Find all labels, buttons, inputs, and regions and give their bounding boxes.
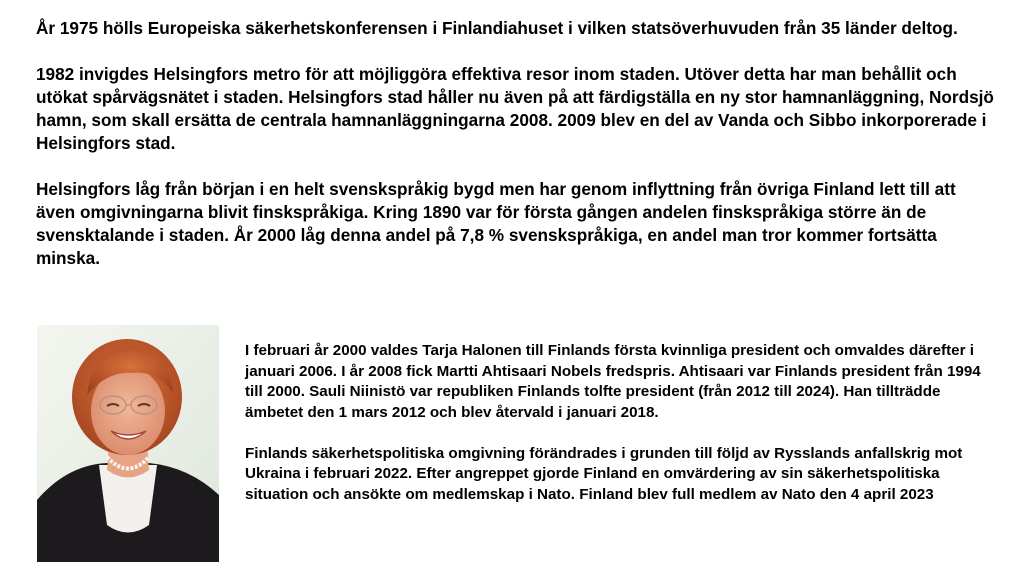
main-text-block	[36, 17, 996, 293]
paragraph-language: Helsingfors låg från början i en helt svenskspråkig bygd men har genom inflyttning från övriga Finland lett till att även omgivningarna blivit finskspråkiga. Kring 1890 var för första gången andelen finskspråkiga större än de svensktalande i staden. År 2000 låg denna andel på 7,8 % svenskspråkiga, en andel man tror kommer fortsätta minska.	[36, 179, 956, 268]
portrait-photo	[37, 325, 219, 562]
paragraph-metro-1982: 1982 invigdes Helsingfors metro för att möjliggöra effektiva resor inom staden. Utöver detta har man behållit och utökat spårvägsnätet i staden. Helsingfors stad håller nu även på att färdigställa en ny stor hamnanläggning, Nordsjö hamn, som skall ersätta de centrala hamnanläggningarna 2008. 2009 blev en del av Vanda och Sibbo inkorporerade i Helsingfors stad.	[36, 64, 994, 153]
paragraph-nato: Finlands säkerhetspolitiska omgivning förändrades i grunden till följd av Rysslands anfallskrig mot Ukraina i februari 2022. Efter angreppet gjorde Finland en omvärdering av sin säkerhetspolitiska situation och ansökte om medlemskap i Nato. Finland blev full medlem av Nato den 4 april 2023	[245, 444, 963, 503]
side-text-block	[245, 341, 985, 526]
paragraph-1975-conference: År 1975 hölls Europeiska säkerhetskonferensen i Finlandiahuset i vilken statsöverhuvuden från 35 länder deltog.	[36, 18, 958, 38]
paragraph-presidents: I februari år 2000 valdes Tarja Halonen till Finlands första kvinnliga president och omvaldes därefter i januari 2006. I år 2008 fick Martti Ahtisaari Nobels fredspris. Ahtisaari var Finlands president från 1994 till 2000. Sauli Niinistö var republiken Finlands tolfte president (från 2012 till 2024). Han tillträdde ämbetet den 1 mars 2012 och blev återvald i januari 2018.	[245, 342, 981, 421]
